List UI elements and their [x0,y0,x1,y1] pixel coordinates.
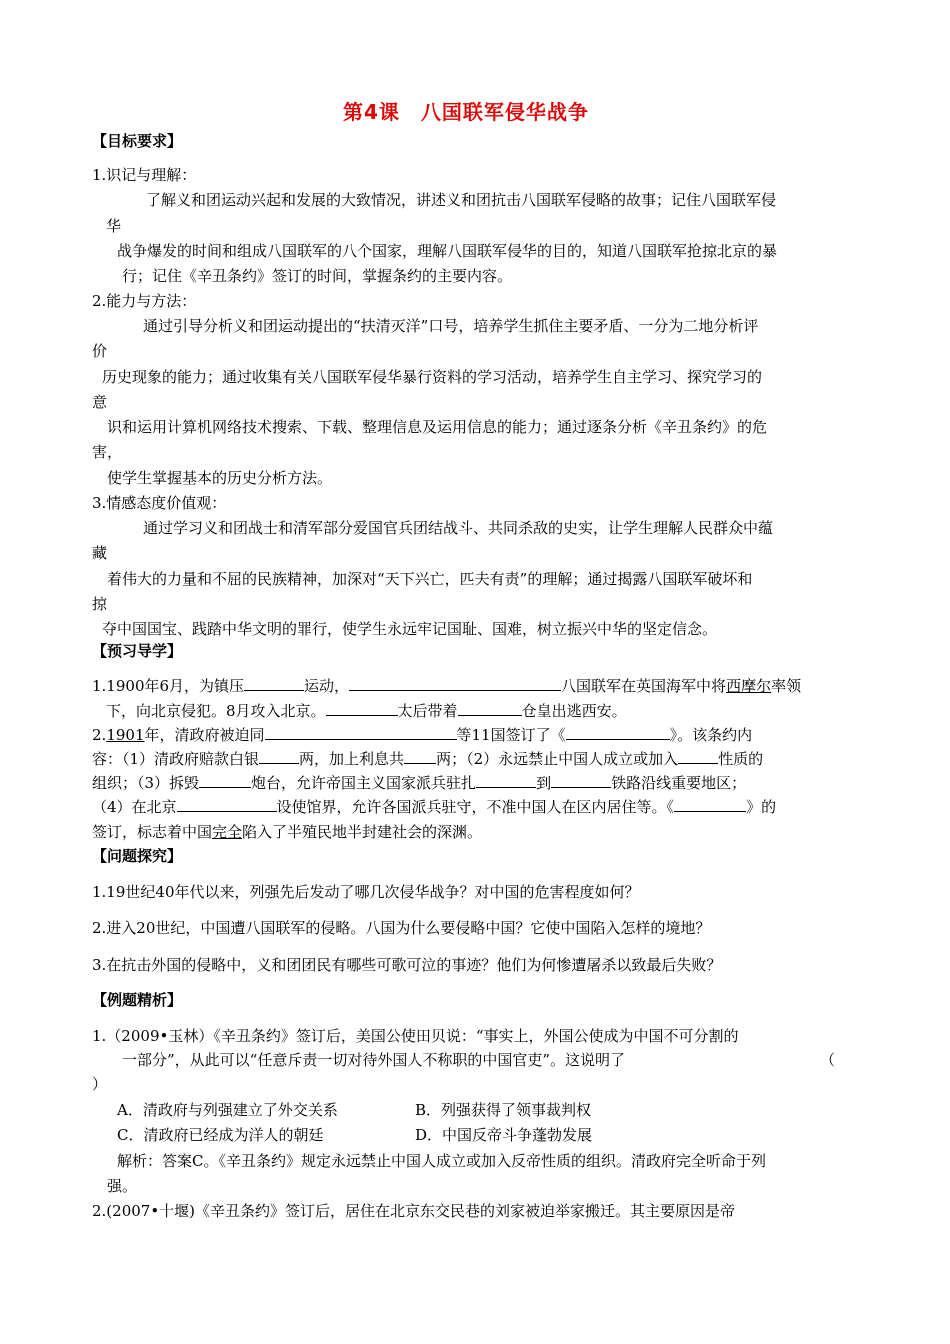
fill-blank[interactable] [326,701,398,716]
preview-q2-line [92,822,482,842]
goal-2-line: 历史现象的能力；通过收集有关八国联军侵华暴行资料的学习活动，培养学生自主学习、探究学习的 [102,368,763,386]
goal-3-line: 夺中国国宝、践踏中华文明的罪行，使学生永远牢记国耻、国难，树立振兴中华的坚定信念。 [102,620,718,638]
goal-1-line: 华 [106,217,122,235]
fill-blank[interactable] [349,676,561,691]
example-2-line: 2.(2007•十堰)《辛丑条约》签订后，居住在北京东交民巷的刘家被迫举家搬迁。其主要原因是帝 [92,1202,736,1220]
goal-1-line: 战争爆发的时间和组成八国联军的八个国家，理解八国联军侵华的目的，知道八国联军抢掠北京的暴 [117,242,778,260]
goal-1-line: 了解义和团运动兴起和发展的大致情况，讲述义和团抗击八国联军侵略的故事；记住八国联军侵 [146,191,777,209]
fill-blank[interactable] [244,676,304,691]
option-a: A．清政府与列强建立了外交关系 [117,1101,338,1119]
fill-blank[interactable] [476,773,536,788]
goal-2-line: 害， [92,443,123,461]
explore-question: 3.在抗击外国的侵略中，义和团团民有哪些可歌可泣的事迹？他们为何惨遭屠杀以致最后失败？ [92,956,722,974]
example-1-line: 一部分”，从此可以“任意斥责一切对待外国人不称职的中国官吏”。这说明了 [122,1051,626,1069]
text: 年，清政府被迫同 [144,726,265,744]
text: 》的 [746,798,777,816]
text: 炮台，允许帝国主义国家派兵驻扎 [251,774,477,792]
fill-blank[interactable] [177,797,277,812]
preview-q1-line [106,701,627,721]
preview-q2-line [92,749,763,769]
fill-blank[interactable] [404,749,436,764]
text: 2. [92,726,107,744]
goal-1-heading: 1.识记与理解： [92,166,197,184]
analysis-line: 解析：答案C。《辛丑条约》规定永远禁止中国人成立或加入反帝性质的组织。清政府完全听命于列 [117,1152,766,1170]
preview-q2-line [92,797,776,817]
preview-q2-line [92,773,746,793]
explore-question: 2.进入20世纪，中国遭八国联军的侵略。八国为什么要侵略中国？它使中国陷入怎样的境地？ [92,919,711,937]
text: 性质的 [718,750,764,768]
explore-question: 1.19世纪40年代以来，列强先后发动了哪几次侵华战争？对中国的危害程度如何？ [92,883,640,901]
goal-3-line: 掠 [92,595,108,613]
underlined-text: 完全 [212,823,243,841]
text: 率领 [771,677,802,695]
goal-2-heading: 2.能力与方法： [92,292,197,310]
text: 太后带着 [397,702,458,720]
underlined-text: 西摩尔 [726,677,772,695]
fill-blank[interactable] [199,773,251,788]
text: 陷入了半殖民地半封建社会的深渊。 [242,823,483,841]
text: 两，加上利息共 [299,750,405,768]
text: 等11国签订了《 [456,726,566,744]
goal-3-line: 着伟大的力量和不屈的民族精神，加深对“天下兴亡，匹夫有责”的理解；通过揭露八国联军破坏和 [107,570,753,588]
goal-2-line: 识和运用计算机网络技术搜索、下载、整理信息及运用信息的能力；通过逐条分析《辛丑条约》的危 [107,418,768,436]
section-explore-heading: 【问题探究】 [92,847,183,865]
section-preview-heading: 【预习导学】 [92,642,183,660]
text: 运动， [304,677,350,695]
text: 两；（2）永远禁止中国人成立或加入 [436,750,679,768]
text: 组织；（3）拆毁 [92,774,200,792]
text: 铁路沿线重要地区； [611,774,747,792]
goal-1-line: 行；记住《辛丑条约》签订的时间，掌握条约的主要内容。 [122,267,513,285]
option-d: D．中国反帝斗争蓬勃发展 [415,1126,593,1144]
fill-blank[interactable] [259,749,299,764]
goal-3-heading: 3.情感态度价值观： [92,494,227,512]
fill-blank[interactable] [674,797,746,812]
underlined-text: 1901 [106,726,145,744]
example-1-line: 1.（2009•玉林）《辛丑条约》签订后，美国公使田贝说：“事实上，外国公使成为中国不可分割的 [92,1027,739,1045]
page-title: 第4课 八国联军侵华战争 [343,100,589,124]
preview-q2-line [92,725,752,745]
text: 容：（1）清政府赔款白银 [92,750,260,768]
answer-paren-close: ） [92,1075,108,1093]
text: （4）在北京 [92,798,177,816]
fill-blank[interactable] [458,701,522,716]
goal-3-line: 藏 [92,544,108,562]
text: 》。该条约内 [669,726,753,744]
text: 1.1900年6月，为镇压 [92,677,245,695]
text: 八国联军在英国海军中将 [561,677,727,695]
goal-2-line: 使学生掌握基本的历史分析方法。 [107,469,333,487]
text: 到 [536,774,552,792]
goal-2-line: 意 [92,393,108,411]
option-b: B．列强获得了领事裁判权 [415,1101,592,1119]
option-c: C．清政府已经成为洋人的朝廷 [117,1126,324,1144]
fill-blank[interactable] [678,749,718,764]
text: 设使馆界，允许各国派兵驻守，不准中国人在区内居住等。《 [276,798,675,816]
fill-blank[interactable] [566,725,670,740]
goal-3-line: 通过学习义和团战士和清军部分爱国官兵团结战斗、共同杀敌的史实，让学生理解人民群众中蕴 [143,519,774,537]
preview-q1-line [92,676,801,696]
goal-2-line: 通过引导分析义和团运动提出的“扶清灭洋”口号，培养学生抓住主要矛盾、一分为二地分析评 [143,317,759,335]
answer-paren-open: （ [820,1051,836,1069]
text: 签订，标志着中国 [92,823,213,841]
analysis-line: 强。 [107,1177,138,1195]
text: 仓皇出逃西安。 [521,702,627,720]
section-examples-heading: 【例题精析】 [92,991,183,1009]
fill-blank[interactable] [265,725,457,740]
text: 下，向北京侵犯。8月攻入北京。 [106,702,326,720]
fill-blank[interactable] [551,773,611,788]
goal-2-line: 价 [92,342,108,360]
section-goals-heading: 【目标要求】 [92,132,183,150]
